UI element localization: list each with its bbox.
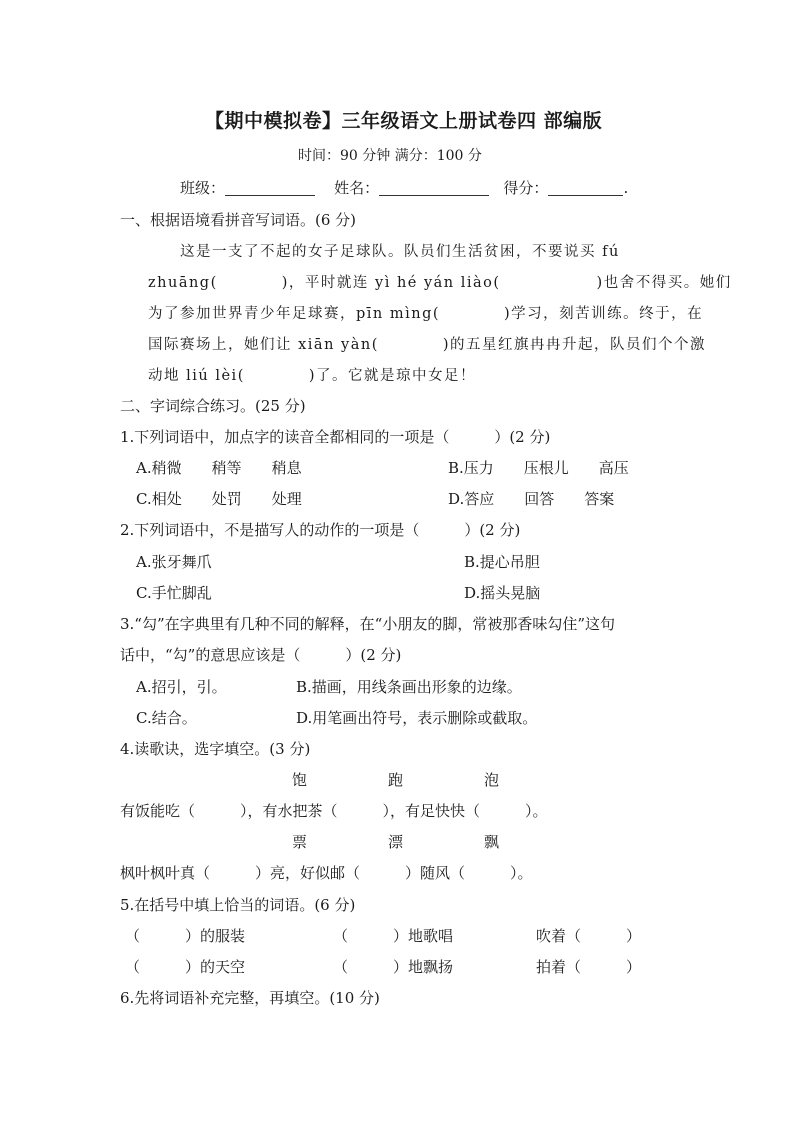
q4-char-pao-run: 跑 bbox=[388, 771, 404, 789]
q2-option-a: A.张牙舞爪 bbox=[136, 553, 212, 571]
q5-blank-1: （ ）的服装 bbox=[125, 927, 246, 945]
class-blank bbox=[225, 180, 315, 196]
q2-stem: 2.下列词语中，不是描写人的动作的一项是（ ）(2 分) bbox=[120, 521, 521, 539]
q2-option-c: C.手忙脚乱 bbox=[136, 584, 212, 602]
section2-heading: 二、字词综合练习。(25 分) bbox=[120, 397, 306, 415]
q1-option-a: A.稍微 稍等 稍息 bbox=[136, 459, 302, 477]
q5-blank-6: 拍着（ ） bbox=[536, 958, 642, 976]
q4-char-pao-soak: 泡 bbox=[484, 771, 500, 789]
q3-option-b: B.描画，用线条画出形象的边缘。 bbox=[296, 678, 522, 696]
q5-stem: 5.在括号中填上恰当的词语。(6 分) bbox=[120, 896, 356, 914]
score-label: 得分： bbox=[503, 179, 549, 197]
q4-char-piao-ticket: 票 bbox=[292, 833, 308, 851]
class-label: 班级： bbox=[180, 179, 226, 197]
q1-option-b: B.压力 压根儿 高压 bbox=[448, 459, 629, 477]
score-blank bbox=[548, 180, 623, 196]
section1-line-3: 为了参加世界青少年足球赛，pīn mìng( )学习，刻苦训练。终于，在 bbox=[148, 306, 704, 322]
q5-blank-4: （ ）的天空 bbox=[125, 958, 246, 976]
q5-blank-5: （ ）地飘扬 bbox=[333, 958, 454, 976]
q1-option-c: C.相处 处罚 处理 bbox=[136, 490, 302, 508]
section1-line-5: 动地 liú lèi( )了。它就是琼中女足！ bbox=[148, 368, 477, 384]
exam-time-score: 时间：90 分钟 满分：100 分 bbox=[298, 148, 482, 164]
q1-option-d: D.答应 回答 答案 bbox=[448, 490, 615, 508]
q4-char-piao-float: 飘 bbox=[484, 833, 500, 851]
q3-option-a: A.招引，引。 bbox=[136, 678, 227, 696]
name-label: 姓名： bbox=[334, 179, 380, 197]
q4-line-2: 枫叶枫叶真（ ）亮，好似邮（ ）随风（ ）。 bbox=[120, 864, 533, 882]
section1-line-2: zhuāng( )，平时就连 yì hé yán liào( )也舍不得买。她们 bbox=[148, 275, 732, 291]
q1-stem: 1.下列词语中，加点字的读音全都相同的一项是（ ）(2 分) bbox=[120, 428, 551, 446]
q6-stem: 6.先将词语补充完整，再填空。(10 分) bbox=[120, 989, 380, 1007]
student-info-row bbox=[180, 177, 628, 198]
q2-option-d: D.摇头晃脑 bbox=[464, 584, 541, 602]
page-title: 【期中模拟卷】三年级语文上册试卷四 部编版 bbox=[205, 110, 603, 132]
section1-heading: 一、根据语境看拼音写词语。(6 分) bbox=[120, 211, 357, 229]
q3-stem-line-1: 3.“勾”在字典里有几种不同的解释，在“小朋友的脚，常被那香味勾住”这句 bbox=[120, 615, 615, 633]
q4-char-piao-pretty: 漂 bbox=[388, 833, 404, 851]
section1-line-1: 这是一支了不起的女子足球队。队员们生活贫困，不要说买 fú bbox=[180, 244, 620, 260]
end-dot: . bbox=[623, 179, 629, 197]
q4-stem: 4.读歌诀，选字填空。(3 分) bbox=[120, 740, 311, 758]
q2-option-b: B.提心吊胆 bbox=[464, 553, 540, 571]
q5-blank-2: （ ）地歌唱 bbox=[333, 927, 454, 945]
q4-line-1: 有饭能吃（ ），有水把茶（ ），有足快快（ ）。 bbox=[120, 802, 548, 820]
q3-stem-line-2: 话中，“勾”的意思应该是（ ）(2 分) bbox=[120, 646, 402, 664]
q4-char-bao: 饱 bbox=[292, 771, 308, 789]
q5-blank-3: 吹着（ ） bbox=[536, 927, 642, 945]
q3-option-c: C.结合。 bbox=[136, 709, 197, 727]
q3-option-d: D.用笔画出符号，表示删除或截取。 bbox=[296, 709, 538, 727]
section1-line-4: 国际赛场上，她们让 xiān yàn( )的五星红旗冉冉升起，队员们个个激 bbox=[148, 337, 707, 353]
name-blank bbox=[379, 180, 489, 196]
